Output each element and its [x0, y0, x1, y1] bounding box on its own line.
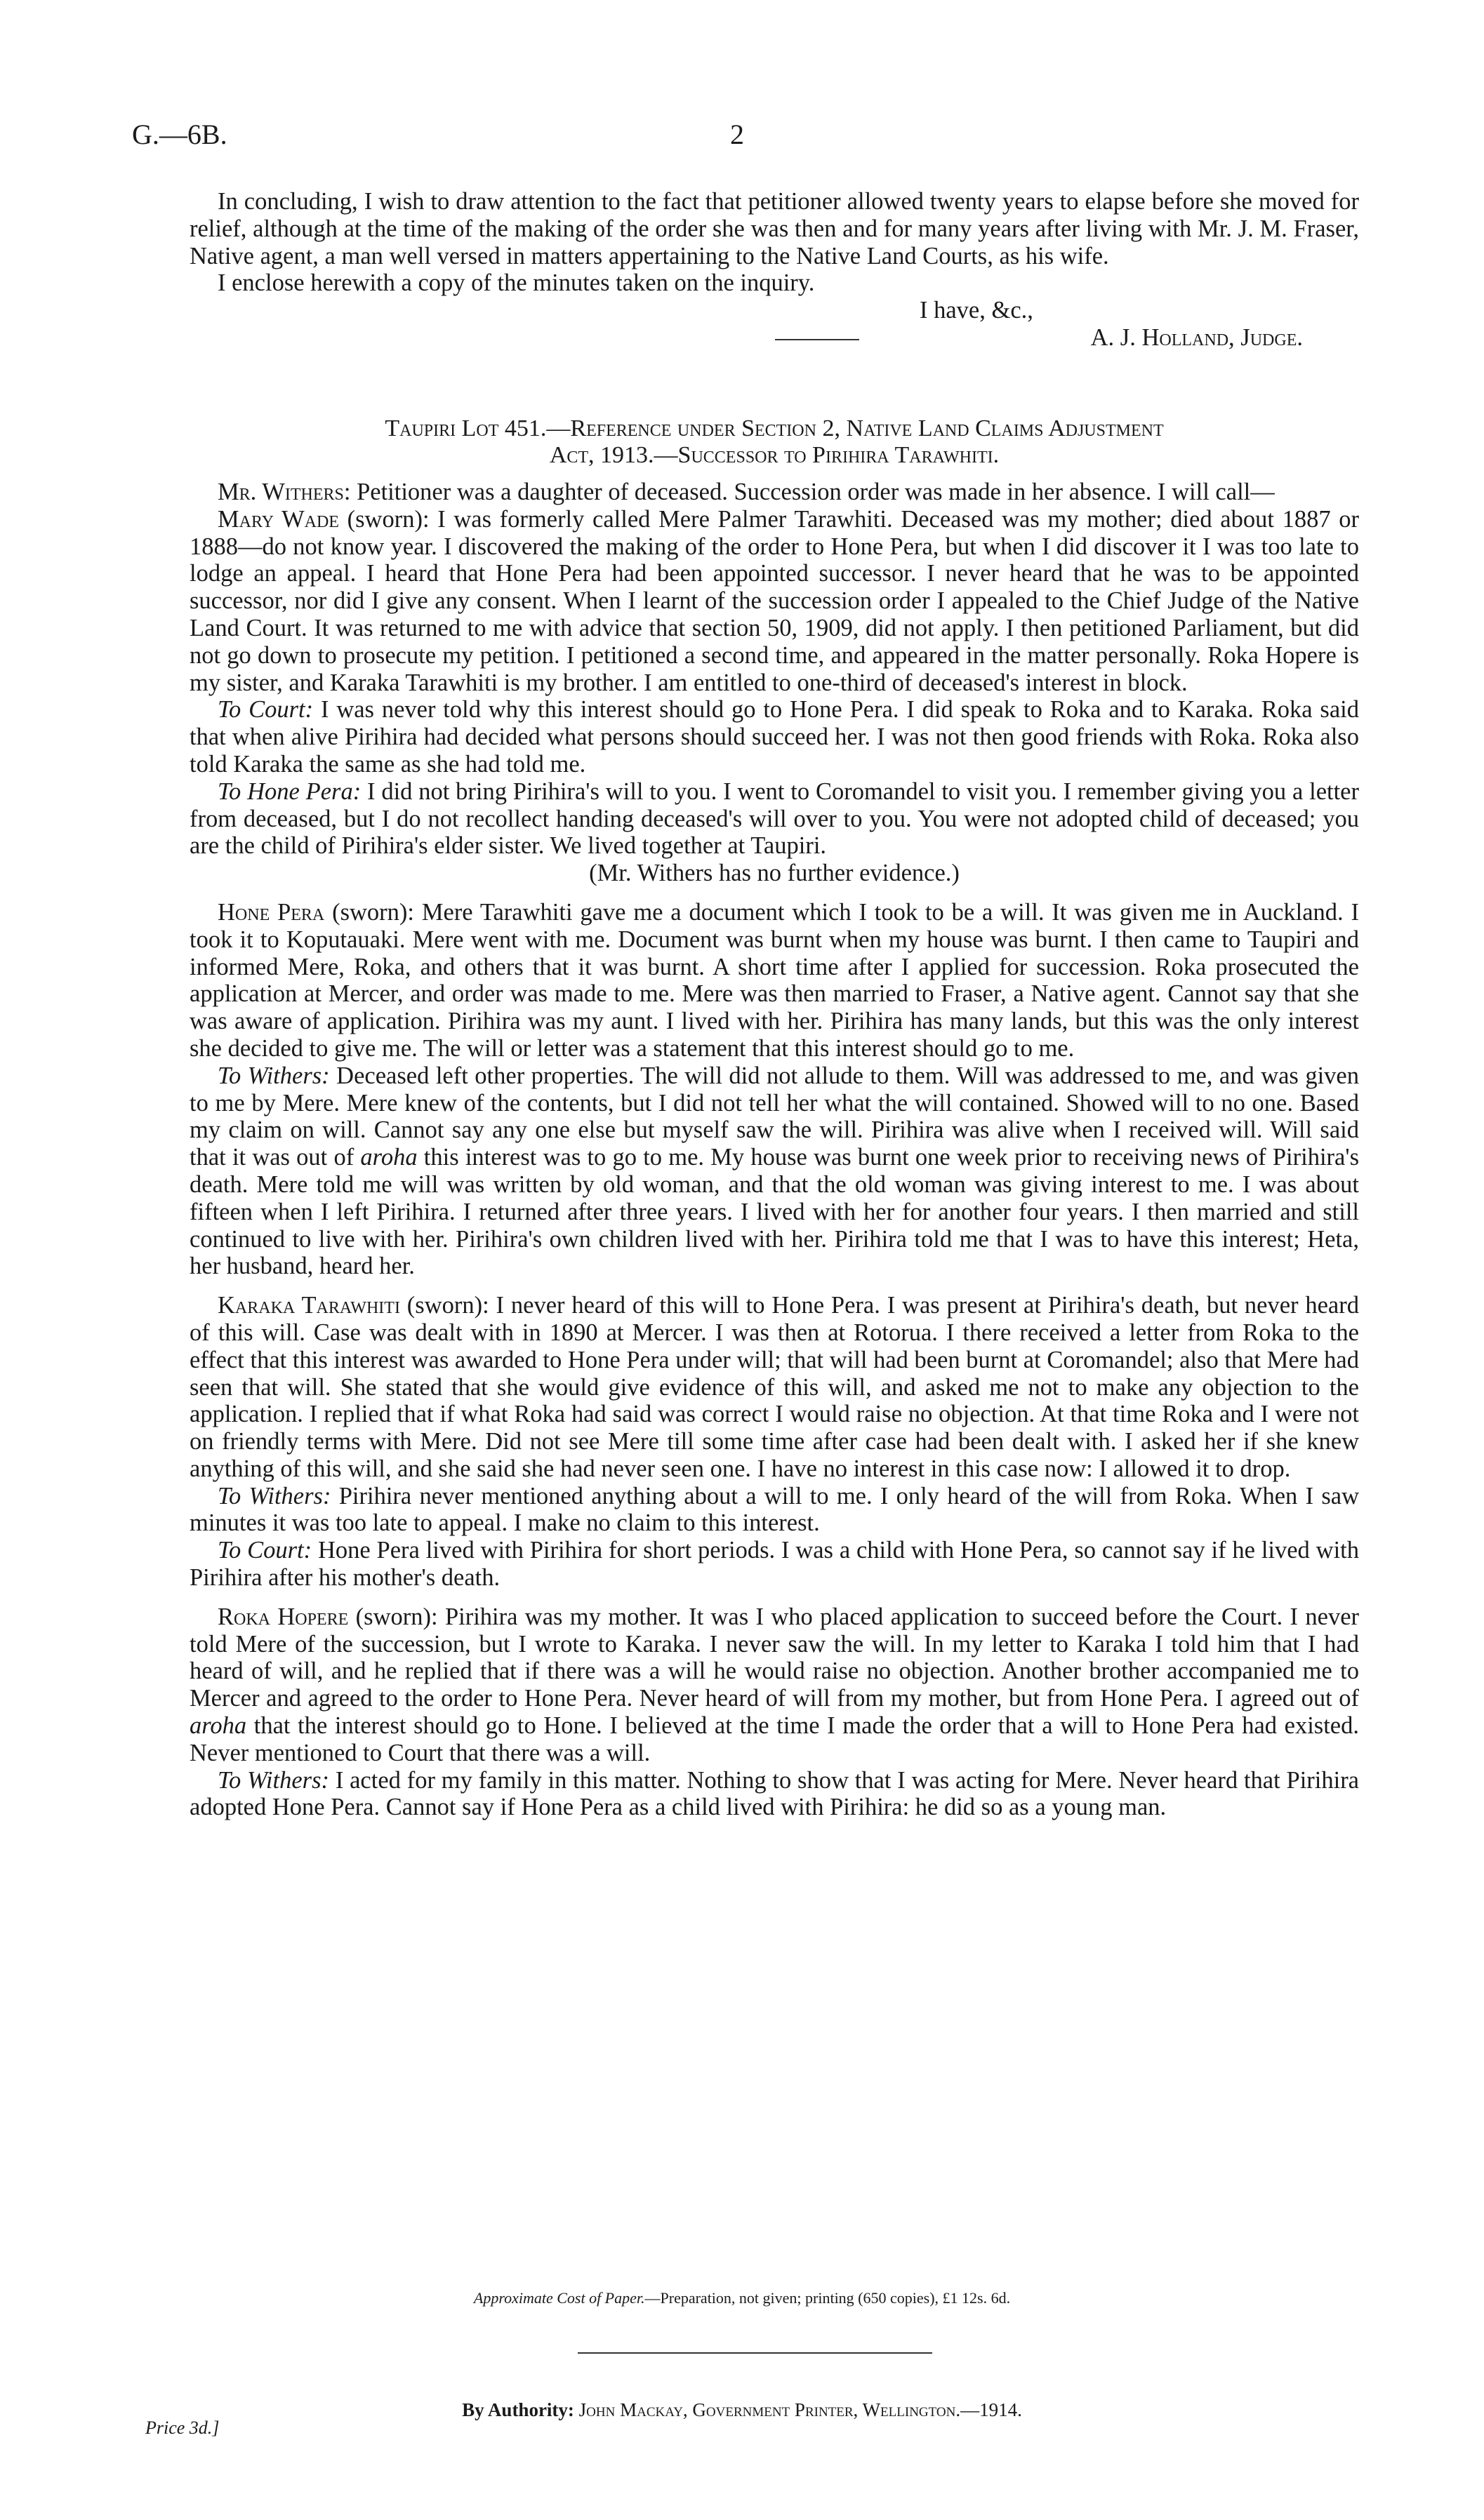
cost-label: Approximate Cost of Paper.: [473, 2289, 645, 2307]
minutes-section: [190, 415, 1359, 1821]
examination-label: To Withers:: [218, 1062, 330, 1089]
enclosure-paragraph: I enclose herewith a copy of the minutes taken on the inquiry.: [218, 269, 815, 297]
price-note: Price 3d.]: [145, 2418, 220, 2438]
document-code: G.—6B.: [132, 119, 227, 150]
signature: A. J. Holland, Judge.: [1090, 324, 1303, 351]
hone-pera-to-withers: To Withers: Deceased left other properties. The will did not allude to them. Will was addressed to me, and was given to me by Mere. Mere knew of the contents, but I did not tell her what the will contained. Showed will to no one. Based my claim on will. Cannot say any one else but myself saw the will. Pirihira was alive when I received will. Will said that it was out of aroha this interest was to go to me. My house was burnt one week prior to receiving news of Pirihira's death. Mere told me will was written by old woman, and that the old woman was giving interest to me. I was about fifteen when I left Pirihira. I returned after three years. I lived with her for another four years. I then married and still continued to live with her. Pirihira's own children lived with her. Pirihira told me that I was to have this interest; Heta, her husband, heard her.: [190, 1062, 1359, 1280]
speaker-name: Karaka Tarawhiti: [218, 1292, 400, 1319]
examination-label: To Court:: [218, 696, 314, 724]
minutes-heading: [190, 415, 1359, 469]
examination-label: To Withers:: [218, 1482, 331, 1509]
signature-line: [190, 324, 1359, 352]
wade-to-hone-pera: To Hone Pera: I did not bring Pirihira's will to you. I went to Coromandel to visit you. I remember giving you a letter from deceased, but I do not recollect handing deceased's will over to you. You were not adopted child of deceased; you are the child of Pirihira's elder sister. We lived together at Taupiri.: [190, 778, 1359, 860]
conclusion-paragraph: In concluding, I wish to draw attention to the fact that petitioner allowed twenty years to elapse before she moved for relief, although at the time of the making of the order she was then and for many years after living with Mr. J. M. Fraser, Native agent, a man well versed in matters appertaining to the Native Land Courts, as his wife.: [190, 188, 1359, 269]
footer-rule: [578, 2352, 932, 2354]
heading-line-2: Act, 1913.—Successor to Pirihira Tarawhiti.: [549, 442, 1000, 468]
signature-rule: [775, 339, 859, 340]
printer-authority: [0, 2399, 1484, 2421]
no-further-evidence: (Mr. Withers has no further evidence.): [589, 860, 960, 887]
withers-opening: Mr. Withers: Petitioner was a daughter of deceased. Succession order was made in her absence. I will call—: [218, 479, 1275, 505]
wade-evidence: Mary Wade (sworn): I was formerly called Mere Palmer Tarawhiti. Deceased was my mother; died about 1887 or 1888—do not know year. I discovered the making of the order to Hone Pera, but when I did discover it I was too late to lodge an appeal. I heard that Hone Pera had been appointed successor. I never heard that he was to be appointed successor, nor did I give any consent. When I learnt of the succession order I appealed to the Chief Judge of the Native Land Court. It was returned to me with advice that section 50, 1909, did not apply. I then petitioned Parliament, but did not go down to prosecute my petition. I petitioned a second time, and appeared in the matter personally. Roka Hopere is my sister, and Karaka Tarawhiti is my brother. I am entitled to one-third of deceased's interest in block.: [190, 505, 1359, 696]
examination-label: To Withers:: [218, 1766, 329, 1794]
speaker-name: Mary Wade: [218, 505, 339, 533]
cost-of-paper-note: [0, 2289, 1484, 2307]
examination-label: To Court:: [218, 1537, 312, 1564]
letter-conclusion: [190, 188, 1359, 352]
speaker-name: Roka Hopere: [218, 1603, 349, 1630]
karaka-evidence: Karaka Tarawhiti (sworn): I never heard of this will to Hone Pera. I was present at Pirihira's death, but never heard of this will. Case was dealt with in 1890 at Mercer. I was then at Rotorua. I there received a letter from Roka to the effect that this interest was awarded to Hone Pera under will; that will had been burnt at Coromandel; also that Mere had seen that will. She stated that she would give evidence of this will, and asked me not to make any objection to the application. I replied that if what Roka had said was correct I would raise no objection. At that time Roka and I were not on friendly terms with Mere. Did not see Mere till some time after case had been dealt with. I asked her if she knew anything of this will, and she said she had never seen one. I have no interest in this case now: I allowed it to drop.: [190, 1292, 1359, 1482]
authority-label: By Authority:: [462, 2399, 574, 2420]
heading-line-1: Taupiri Lot 451.—Reference under Section 2, Native Land Claims Adjustment: [385, 415, 1164, 441]
roka-evidence: Roka Hopere (sworn): Pirihira was my mother. It was I who placed application to succeed before the Court. I never told Mere of the succession, but I wrote to Karaka. I never saw the will. In my letter to Karaka I told him that I had heard of will, and he replied that if there was a will he would raise no objection. Another brother accompanied me to Mercer and agreed to the order to Hone Pera. Never heard of will from my mother, but from Hone Pera. I agreed out of aroha that the interest should go to Hone. I believed at the time I made the order that a will to Hone Pera had existed. Never mentioned to Court that there was a will.: [190, 1603, 1359, 1766]
cost-text: —Preparation, not given; printing (650 copies), £1 12s. 6d.: [644, 2289, 1011, 2307]
printer-name: John Mackay, Government Printer, Wellington.—1914.: [578, 2399, 1022, 2420]
hone-pera-evidence: Hone Pera (sworn): Mere Tarawhiti gave me a document which I took to be a will. It was given me in Auckland. I took it to Koputauaki. Mere went with me. Document was burnt when my house was burnt. I then came to Taupiri and informed Mere, Roka, and others that it was burnt. A short time after I applied for succession. Roka prosecuted the application at Mercer, and order was made to me. Mere was then married to Fraser, a Native agent. Cannot say that she was aware of application. Pirihira was my aunt. I lived with her. Pirihira has many lands, but this was the only interest she decided to give me. The will or letter was a statement that this interest should go to me.: [190, 898, 1359, 1062]
speaker-name: Hone Pera: [218, 898, 325, 926]
karaka-to-withers: To Withers: Pirihira never mentioned anything about a will to me. I only heard of the will from Roka. When I saw minutes it was too late to appeal. I make no claim to this interest.: [190, 1482, 1359, 1537]
closing-salutation: I have, &c.,: [920, 297, 1033, 324]
karaka-to-court: To Court: Hone Pera lived with Pirihira for short periods. I was a child with Hone Pera, so cannot say if he lived with Pirihira after his mother's death.: [190, 1537, 1359, 1592]
roka-to-withers: To Withers: I acted for my family in this matter. Nothing to show that I was acting for Mere. Never heard that Pirihira adopted Hone Pera. Cannot say if Hone Pera as a child lived with Pirihira: he did so as a young man.: [190, 1766, 1359, 1821]
examination-label: To Hone Pera:: [218, 778, 362, 805]
wade-to-court: To Court: I was never told why this interest should go to Hone Pera. I did speak to Roka and to Karaka. Roka said that when alive Pirihira had decided what persons should succeed her. I was not then good friends with Roka. Roka also told Karaka the same as she had told me.: [190, 696, 1359, 778]
speaker-name: Mr. Withers: [218, 479, 344, 505]
page-number: 2: [730, 119, 744, 150]
